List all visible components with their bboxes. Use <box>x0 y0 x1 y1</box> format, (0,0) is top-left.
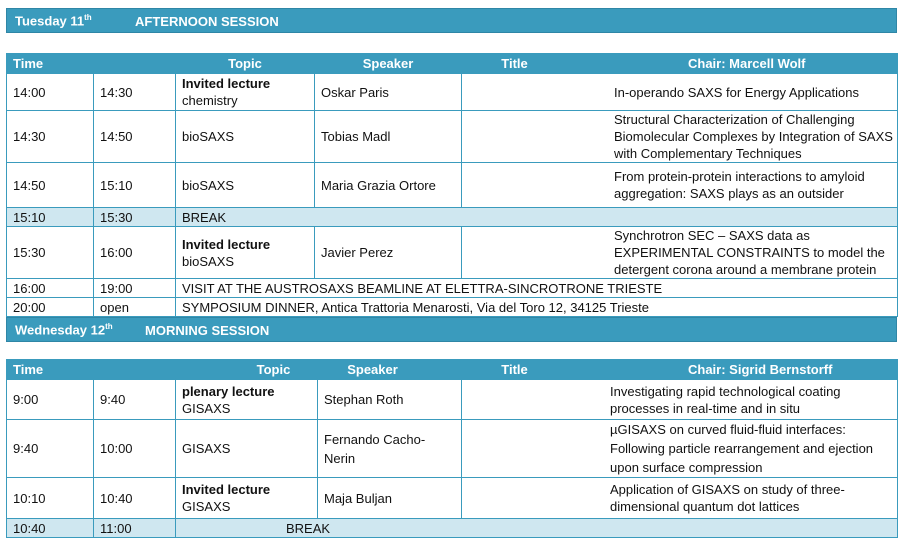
header-time: Time <box>7 360 94 380</box>
header-speaker: Speaker <box>315 54 462 74</box>
table-row: 14:00 14:30 Invited lecture chemistry Oskar Paris In-operando SAXS for Energy Applications <box>7 74 898 111</box>
header-topic: Topic <box>176 360 318 380</box>
table-row: 14:50 15:10 bioSAXS Maria Grazia Ortore From protein-protein interactions to amyloid aggregation: SAXS plays as an outsider <box>7 163 898 208</box>
break-row: 10:40 11:00 BREAK <box>7 519 898 538</box>
day2-banner <box>6 317 897 342</box>
day1-banner <box>6 8 897 33</box>
table-row: 10:10 10:40 Invited lecture GISAXS Maja Buljan Application of GISAXS on study of three-dimensional quantum dot lattices <box>7 478 898 519</box>
header-speaker: Speaker <box>318 360 462 380</box>
day1-date: Tuesday 11th <box>15 13 92 29</box>
break-row: 15:10 15:30 BREAK <box>7 208 898 227</box>
header-title: Title <box>462 360 568 380</box>
table-row: 9:40 10:00 GISAXS Fernando Cacho-Nerin µGISAXS on curved fluid-fluid interfaces: Following particle rearrangement and ejection upon surface compression <box>7 420 898 478</box>
header-chair: Chair: Marcell Wolf <box>568 54 898 74</box>
header-title: Title <box>462 54 568 74</box>
day2-session: MORNING SESSION <box>145 323 270 338</box>
header-time: Time <box>7 54 94 74</box>
table-header-row <box>7 54 898 74</box>
day1-session: AFTERNOON SESSION <box>135 14 279 29</box>
day2-date: Wednesday 12th <box>15 322 113 338</box>
day2-schedule-table <box>6 359 898 538</box>
header-chair: Chair: Sigrid Bernstorff <box>568 360 898 380</box>
table-row: 15:30 16:00 Invited lecture bioSAXS Javier Perez Synchrotron SEC – SAXS data as EXPERIMENTAL CONSTRAINTS to model the detergent corona around a membrane protein <box>7 227 898 279</box>
table-row: 14:30 14:50 bioSAXS Tobias Madl Structural Characterization of Challenging Biomolecular Complexes by Integration of SAXS with Complementary Techniques <box>7 111 898 163</box>
table-row: 9:00 9:40 plenary lecture GISAXS Stephan Roth Investigating rapid technological coating processes in real-time and in situ <box>7 380 898 420</box>
table-row: 20:00 open SYMPOSIUM DINNER, Antica Trattoria Menarosti, Via del Toro 12, 34125 Trieste <box>7 298 898 317</box>
header-topic: Topic <box>176 54 315 74</box>
day1-schedule-table <box>6 53 898 317</box>
table-header-row <box>7 360 898 380</box>
table-row: 16:00 19:00 VISIT AT THE AUSTROSAXS BEAMLINE AT ELETTRA-SINCROTRONE TRIESTE <box>7 279 898 298</box>
